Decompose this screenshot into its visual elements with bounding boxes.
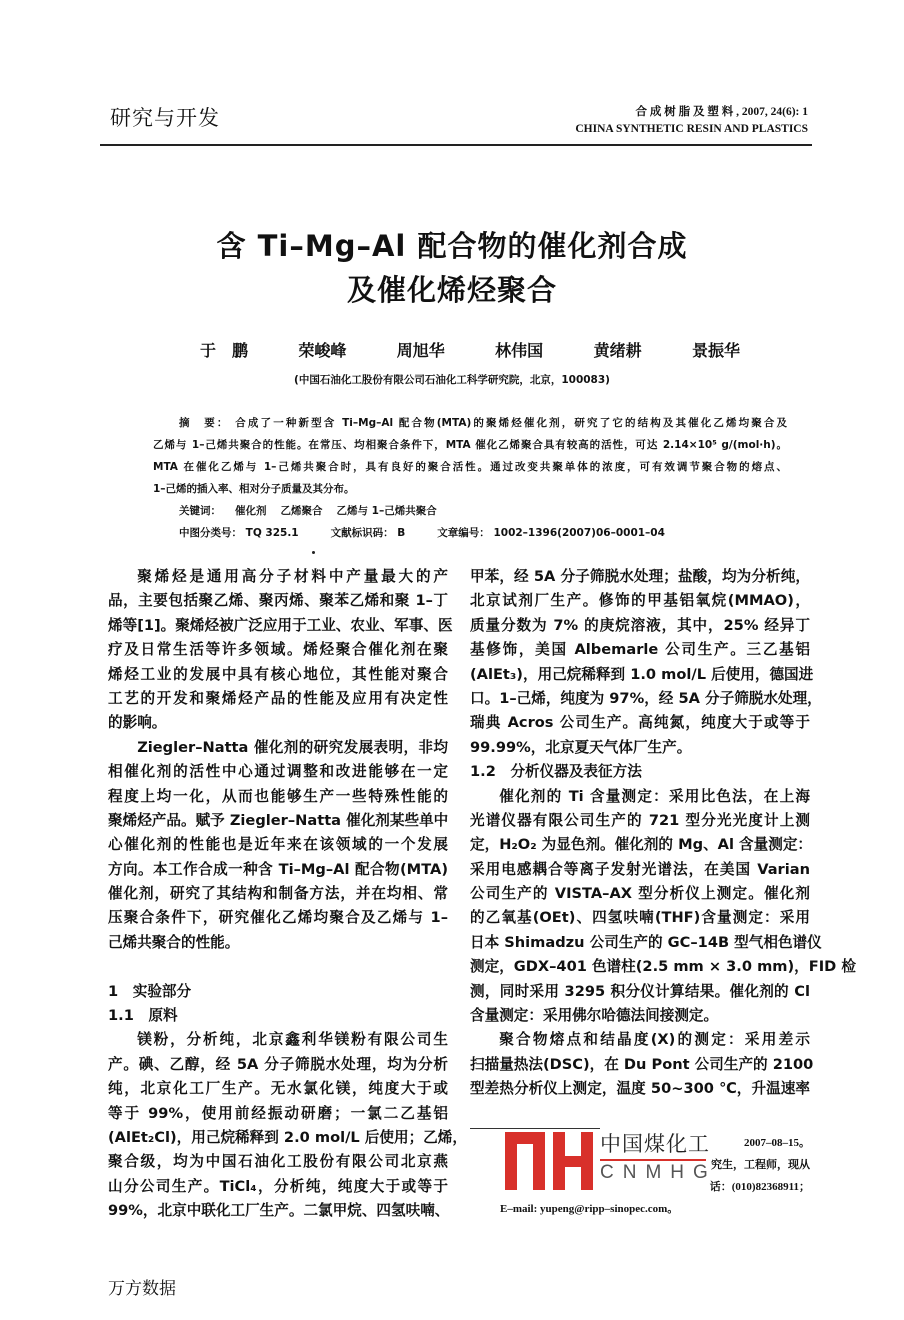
author: 林伟国 — [495, 341, 544, 360]
keyword: 乙烯与 1–己烯共聚合 — [336, 505, 437, 517]
body-text-line: 压聚合条件下，研究催化乙烯均聚合及乙烯与 1– — [108, 909, 448, 927]
clc-label: 中图分类号： — [179, 527, 242, 539]
author: 景振华 — [691, 341, 740, 360]
body-text-line: 疗及日常生活等许多领域。烯烃聚合催化剂在聚 — [108, 641, 448, 659]
abstract-line: 乙烯与 1–己烯共聚合的性能。在常压、均相聚合条件下，MTA 催化乙烯聚合具有较高的活性，可达 2.14×10⁵ g/(mol·h)。 — [153, 439, 787, 451]
header-rule — [100, 144, 812, 146]
body-text-line: 光谱仪器有限公司生产的 721 型分光光度计上测 — [470, 811, 810, 829]
body-text-line: 烯烃工业的发展中具有核心地位，其性能对聚合 — [108, 665, 448, 683]
body-text-line: 催化剂，研究了其结构和制备方法，并在均相、常 — [108, 885, 448, 903]
clc-value: TQ 325.1 — [245, 527, 299, 539]
body-text-line: 山分公司生产。TiCl₄，分析纯，纯度大于或等于 — [108, 1177, 448, 1195]
section-heading: 1 实验部分 — [108, 982, 192, 1000]
paper-title-line1: 含 Ti–Mg–Al 配合物的催化剂合成 — [216, 229, 688, 263]
body-text-line: 含量测定：采用佛尔哈德法间接测定。 — [470, 1007, 719, 1025]
watermark-rule — [600, 1159, 706, 1161]
body-text-line: 聚烯烃是通用高分子材料中产量最大的产 — [137, 568, 448, 585]
abstract — [153, 412, 787, 544]
body-text-line: (AlEt₂Cl)，用己烷稀释到 2.0 mol/L 后使用；乙烯， — [108, 1128, 467, 1146]
keywords — [153, 500, 787, 522]
paper-title-line2: 及催化烯烃聚合 — [346, 273, 557, 307]
article-no-label: 文章编号： — [437, 527, 490, 539]
author-list — [200, 338, 740, 361]
body-text-line: 瑞典 Acros 公司生产。高纯氮，纯度大于或等于 — [470, 714, 810, 732]
watermark-text-en: CNMHG — [600, 1162, 717, 1183]
footnote-line: 话：(010)82368911； — [709, 1181, 810, 1193]
abstract-line: 摘 要： 合成了一种新型含 Ti–Mg–Al 配合物(MTA)的聚烯烃催化剂，研究了它的结构及其催化乙烯均聚合及 — [179, 417, 787, 429]
body-text-line: 口。1–己烯，纯度为 97%，经 5A 分子筛脱水处理， — [470, 689, 822, 707]
body-text-line: 扫描量热法(DSC)，在 Du Pont 公司生产的 2100 — [470, 1055, 814, 1073]
body-text-line: 甲苯，经 5A 分子筛脱水处理；盐酸，均为分析纯， — [470, 568, 810, 585]
stray-mark — [312, 551, 315, 554]
keywords-label: 关键词： — [179, 505, 221, 517]
body-text-line: 北京试剂厂生产。修饰的甲基铝氧烷(MMAO)， — [470, 592, 810, 610]
footer-source: 万方数据 — [108, 1279, 176, 1299]
body-text-line: 心催化剂的性能也是近年来在该领域的一个发展 — [108, 836, 448, 854]
author: 于 鹏 — [200, 341, 249, 360]
body-text-line: 等于 99%，使用前经振动研磨；一氯二乙基铝 — [108, 1104, 448, 1122]
body-text-line: 的影响。 — [108, 714, 167, 732]
body-text-line: 相催化剂的活性中心通过调整和改进能够在一定 — [108, 763, 448, 781]
body-text-line: 测定，GDX–401 色谱柱(2.5 mm × 3.0 mm)，FID 检 — [470, 958, 856, 976]
article-no-value: 1002–1396(2007)06–0001–04 — [493, 527, 665, 539]
body-text-line: Ziegler–Natta 催化剂的研究发展表明，非均 — [137, 738, 448, 756]
body-text-line: 的乙氧基(OEt)、四氢呋喃(THF)含量测定：采用 — [470, 909, 810, 927]
doc-code-label: 文献标识码： — [330, 527, 394, 539]
section-heading: 1.1 原料 — [108, 1007, 178, 1025]
journal-name-cn: 合 成 树 脂 及 塑 料 , 2007, 24(6): 1 — [635, 106, 808, 118]
author: 周旭华 — [396, 341, 445, 360]
author: 荣峻峰 — [298, 341, 347, 360]
body-text-line: 镁粉，分析纯，北京鑫利华镁粉有限公司生 — [137, 1031, 448, 1049]
abstract-line: 1–己烯的插入率、相对分子质量及其分布。 — [153, 483, 355, 495]
body-text-line: 工艺的开发和聚烯烃产品的性能及应用有决定性 — [108, 689, 448, 707]
body-text-line: 公司生产的 VISTA–AX 型分析仪上测定。催化剂 — [470, 885, 810, 903]
body-text-line: 方向。本工作合成一种含 Ti–Mg–Al 配合物(MTA) — [108, 860, 448, 878]
body-text-line: 99%，北京中联化工厂生产。二氯甲烷、四氢呋喃、 — [108, 1202, 450, 1220]
body-text-line: (AlEt₃)，用己烷稀释到 1.0 mol/L 后使用，德国进 — [470, 665, 814, 683]
body-text-line: 催化剂的 Ti 含量测定：采用比色法，在上海 — [499, 787, 810, 805]
journal-name-en: CHINA SYNTHETIC RESIN AND PLASTICS — [575, 123, 808, 135]
footnote-line: 2007–08–15。 — [744, 1137, 810, 1149]
body-text-line: 99.99%，北京夏天气体厂生产。 — [470, 738, 692, 756]
doc-code-value: B — [397, 527, 406, 539]
body-text-line: 程度上均一化，从而也能够生产一些特殊性能的 — [108, 787, 448, 805]
abstract-line: MTA 在催化乙烯与 1–己烯共聚合时，具有良好的聚合活性。通过改变共聚单体的浓度，可有效调节聚合物的熔点、 — [153, 461, 787, 473]
body-text-line: 品，主要包括聚乙烯、聚丙烯、聚苯乙烯和聚 1–丁 — [108, 592, 448, 610]
body-column-left — [108, 565, 467, 1224]
footnote-email: E–mail: yupeng@ripp–sinopec.com。 — [500, 1203, 679, 1215]
footnote-line: 究生，工程师，现从 — [711, 1159, 810, 1171]
body-column-right — [470, 565, 856, 1102]
body-text-line: 己烯共聚合的性能。 — [108, 933, 240, 951]
body-text-line: 纯，北京化工厂生产。无水氯化镁，纯度大于或 — [108, 1080, 448, 1098]
journal-header — [575, 104, 808, 138]
blank-line — [108, 955, 448, 979]
body-text-line: 定，H₂O₂ 为显色剂。催化剂的 Mg、Al 含量测定： — [470, 836, 813, 854]
body-text-line: 聚合级，均为中国石油化工股份有限公司北京燕 — [108, 1153, 448, 1171]
body-text-line: 测，同时采用 3295 积分仪计算结果。催化剂的 Cl — [470, 982, 810, 1000]
section-label: 研究与开发 — [110, 106, 220, 130]
body-text-line: 产。碘、乙醇，经 5A 分子筛脱水处理，均为分析 — [108, 1055, 448, 1073]
watermark-text-cn: 中国煤化工 — [600, 1128, 710, 1158]
affiliation: (中国石油化工股份有限公司石油化工科学研究院，北京，100083) — [294, 374, 610, 386]
body-text-line: 质量分数为 7% 的庚烷溶液，其中，25% 经异丁 — [470, 616, 810, 634]
keyword: 催化剂 — [235, 505, 267, 517]
section-heading: 1.2 分析仪器及表征方法 — [470, 763, 642, 781]
author: 黄绪耕 — [593, 341, 642, 360]
body-text-line: 采用电感耦合等离子发射光谱法，在美国 Varian — [470, 860, 810, 878]
body-text-line: 型差热分析仪上测定，温度 50~300 ℃，升温速率 — [470, 1080, 810, 1098]
body-text-line: 聚合物熔点和结晶度(X)的测定：采用差示 — [499, 1031, 810, 1049]
classification — [153, 522, 787, 544]
body-text-line: 基修饰，美国 Albemarle 公司生产。三乙基铝 — [470, 641, 810, 659]
body-text-line: 日本 Shimadzu 公司生产的 GC–14B 型气相色谱仪 — [470, 933, 822, 951]
keyword: 乙烯聚合 — [280, 505, 323, 517]
body-text-line: 聚烯烃产品。赋予 Ziegler–Natta 催化剂某些单中 — [108, 811, 449, 829]
body-text-line: 烯等[1]。聚烯烃被广泛应用于工业、农业、军事、医 — [108, 616, 453, 634]
